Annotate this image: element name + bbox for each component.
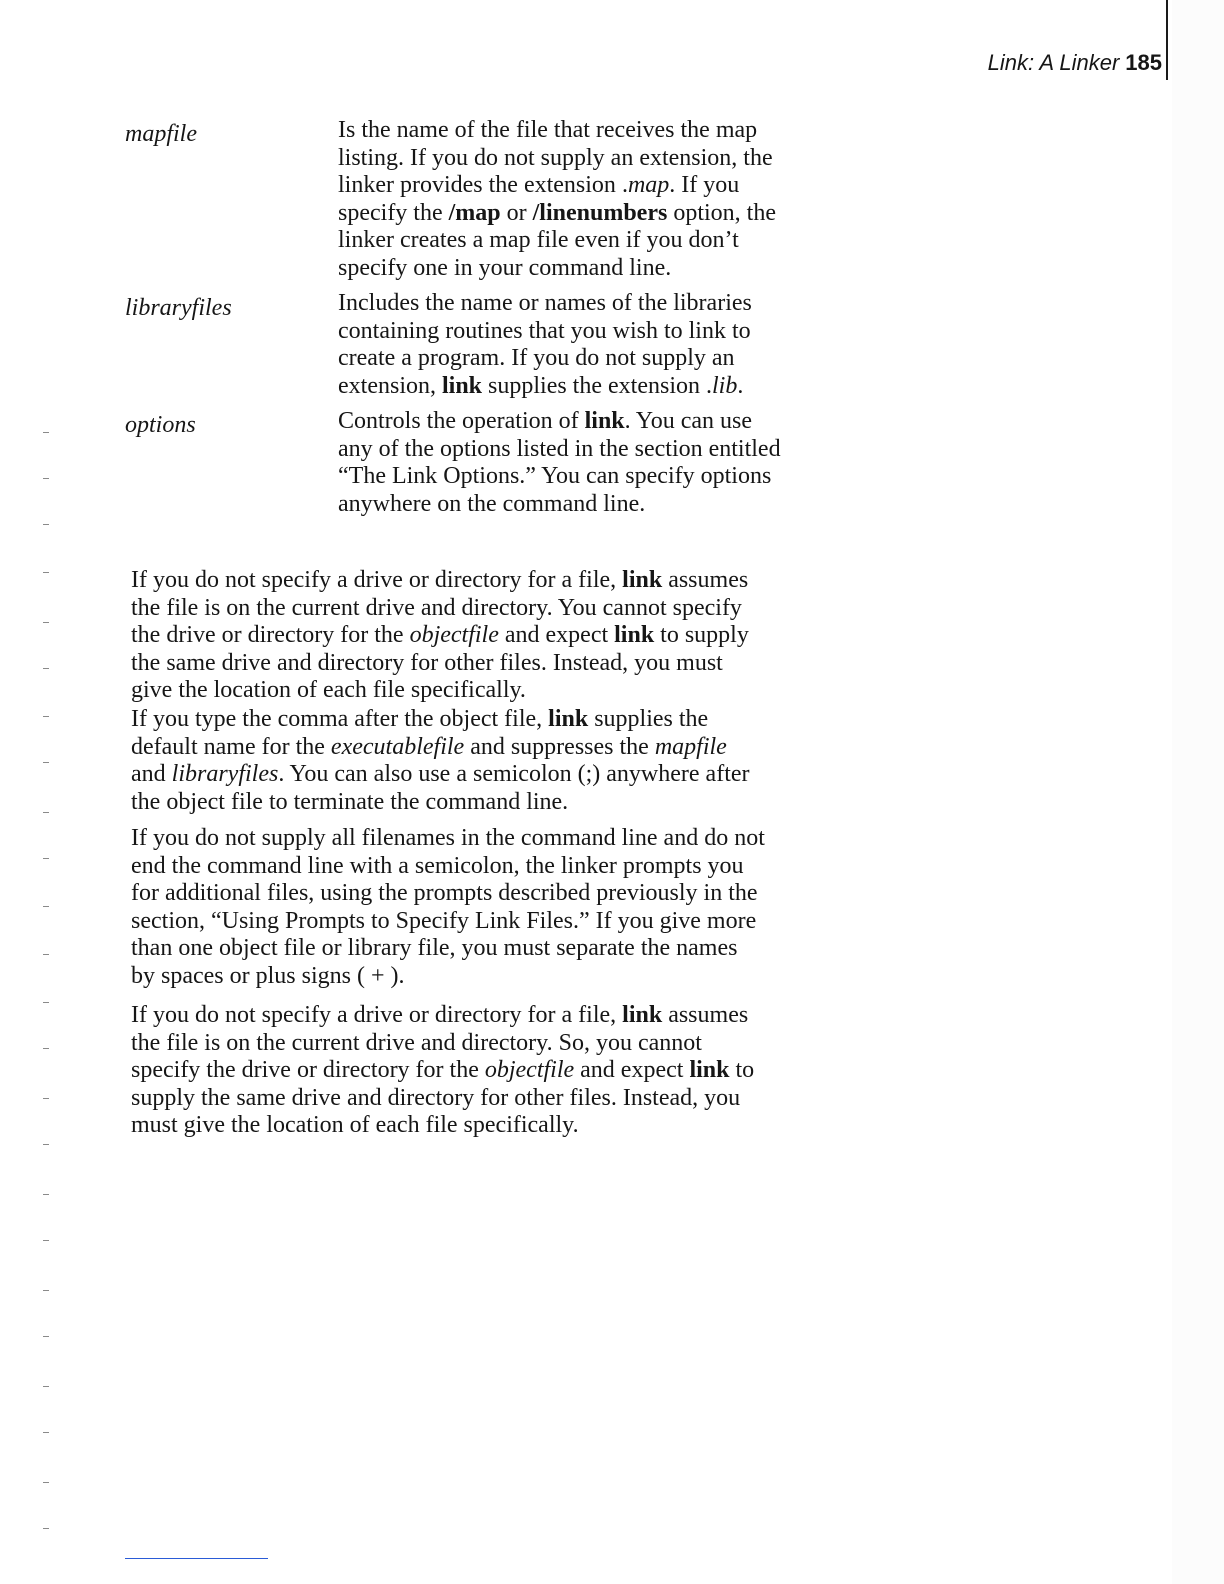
margin-tick [43,906,49,907]
margin-tick [43,1002,49,1003]
text-line: default name for the executablefile and suppresses the mapfile [131,733,727,760]
paragraph-drive-directory [131,567,873,705]
margin-tick [43,762,49,763]
text-line: specify one in your command line. [338,254,672,281]
margin-tick [43,1386,49,1387]
text-line: for additional files, using the prompts described previously in the [131,880,758,907]
margin-tick [43,954,49,955]
paragraph-missing-filenames [131,825,873,991]
text-line: and libraryfiles. You can also use a semicolon (;) anywhere after [131,761,750,788]
description-libraryfiles [338,290,873,400]
margin-tick [43,622,49,623]
text-line: the same drive and directory for other files. Instead, you must [131,649,723,676]
paragraph-comma-after-object [131,706,873,816]
header-title: Link: A Linker [987,50,1120,75]
term-options: options [125,412,196,438]
page-number: 185 [1125,50,1162,75]
text-line: must give the location of each file specifically. [131,1112,579,1139]
margin-tick [43,1144,49,1145]
text-line: any of the options listed in the section entitled [338,435,781,462]
margin-tick [43,478,49,479]
text-line: linker provides the extension .map. If you [338,172,740,199]
description-options [338,408,873,518]
margin-tick [43,668,49,669]
margin-tick [43,1098,49,1099]
text-line: If you do not specify a drive or directory for a file, link assumes [131,1002,749,1028]
text-line: specify the drive or directory for the objectfile and expect link to [131,1057,755,1084]
margin-tick [43,716,49,717]
text-line: Includes the name or names of the libraries [338,290,752,316]
text-line: supply the same drive and directory for other files. Instead, you [131,1084,741,1111]
margin-tick [43,572,49,573]
text-line: anywhere on the command line. [338,490,646,517]
description-mapfile [338,117,873,283]
text-line: the file is on the current drive and directory. So, you cannot [131,1029,702,1056]
page-edge-shade [1172,0,1224,1584]
text-line: the object file to terminate the command line. [131,788,569,815]
text-line: If you do not supply all filenames in the command line and do not [131,825,765,851]
text-line: by spaces or plus signs ( + ). [131,962,405,989]
running-header [988,48,1162,78]
text-line: create a program. If you do not supply an [338,345,735,372]
text-line: “The Link Options.” You can specify options [338,463,772,490]
text-line: Is the name of the file that receives the map [338,117,758,143]
text-line: extension, link supplies the extension .lib. [338,372,744,399]
text-line: section, “Using Prompts to Specify Link Files.” If you give more [131,907,757,934]
text-line: than one object file or library file, you must separate the names [131,935,738,962]
text-line: containing routines that you wish to link to [338,317,751,344]
text-line: the file is on the current drive and directory. You cannot specify [131,594,742,621]
margin-tick [43,858,49,859]
paragraph-drive-directory-repeat [131,1002,873,1140]
text-line: If you do not specify a drive or directory for a file, link assumes [131,567,749,593]
text-line: linker creates a map file even if you don’t [338,227,739,254]
margin-tick [43,1432,49,1433]
margin-tick [43,1336,49,1337]
margin-tick [43,1048,49,1049]
text-line: the drive or directory for the objectfile and expect link to supply [131,622,749,649]
term-mapfile: mapfile [125,121,197,147]
header-vertical-rule [1166,0,1168,80]
margin-tick [43,1528,49,1529]
term-libraryfiles: libraryfiles [125,295,232,321]
text-line: listing. If you do not supply an extension, the [338,144,773,171]
margin-tick [43,812,49,813]
margin-tick [43,524,49,525]
text-line: If you type the comma after the object file, link supplies the [131,706,709,732]
margin-tick [43,1194,49,1195]
margin-tick [43,432,49,433]
text-line: give the location of each file specifically. [131,677,526,704]
margin-tick [43,1290,49,1291]
footer-rule [125,1558,268,1559]
margin-tick [43,1240,49,1241]
text-line: end the command line with a semicolon, the linker prompts you [131,852,744,879]
text-line: Controls the operation of link. You can use [338,408,752,434]
text-line: specify the /map or /linenumbers option, the [338,199,776,226]
margin-tick [43,1482,49,1483]
